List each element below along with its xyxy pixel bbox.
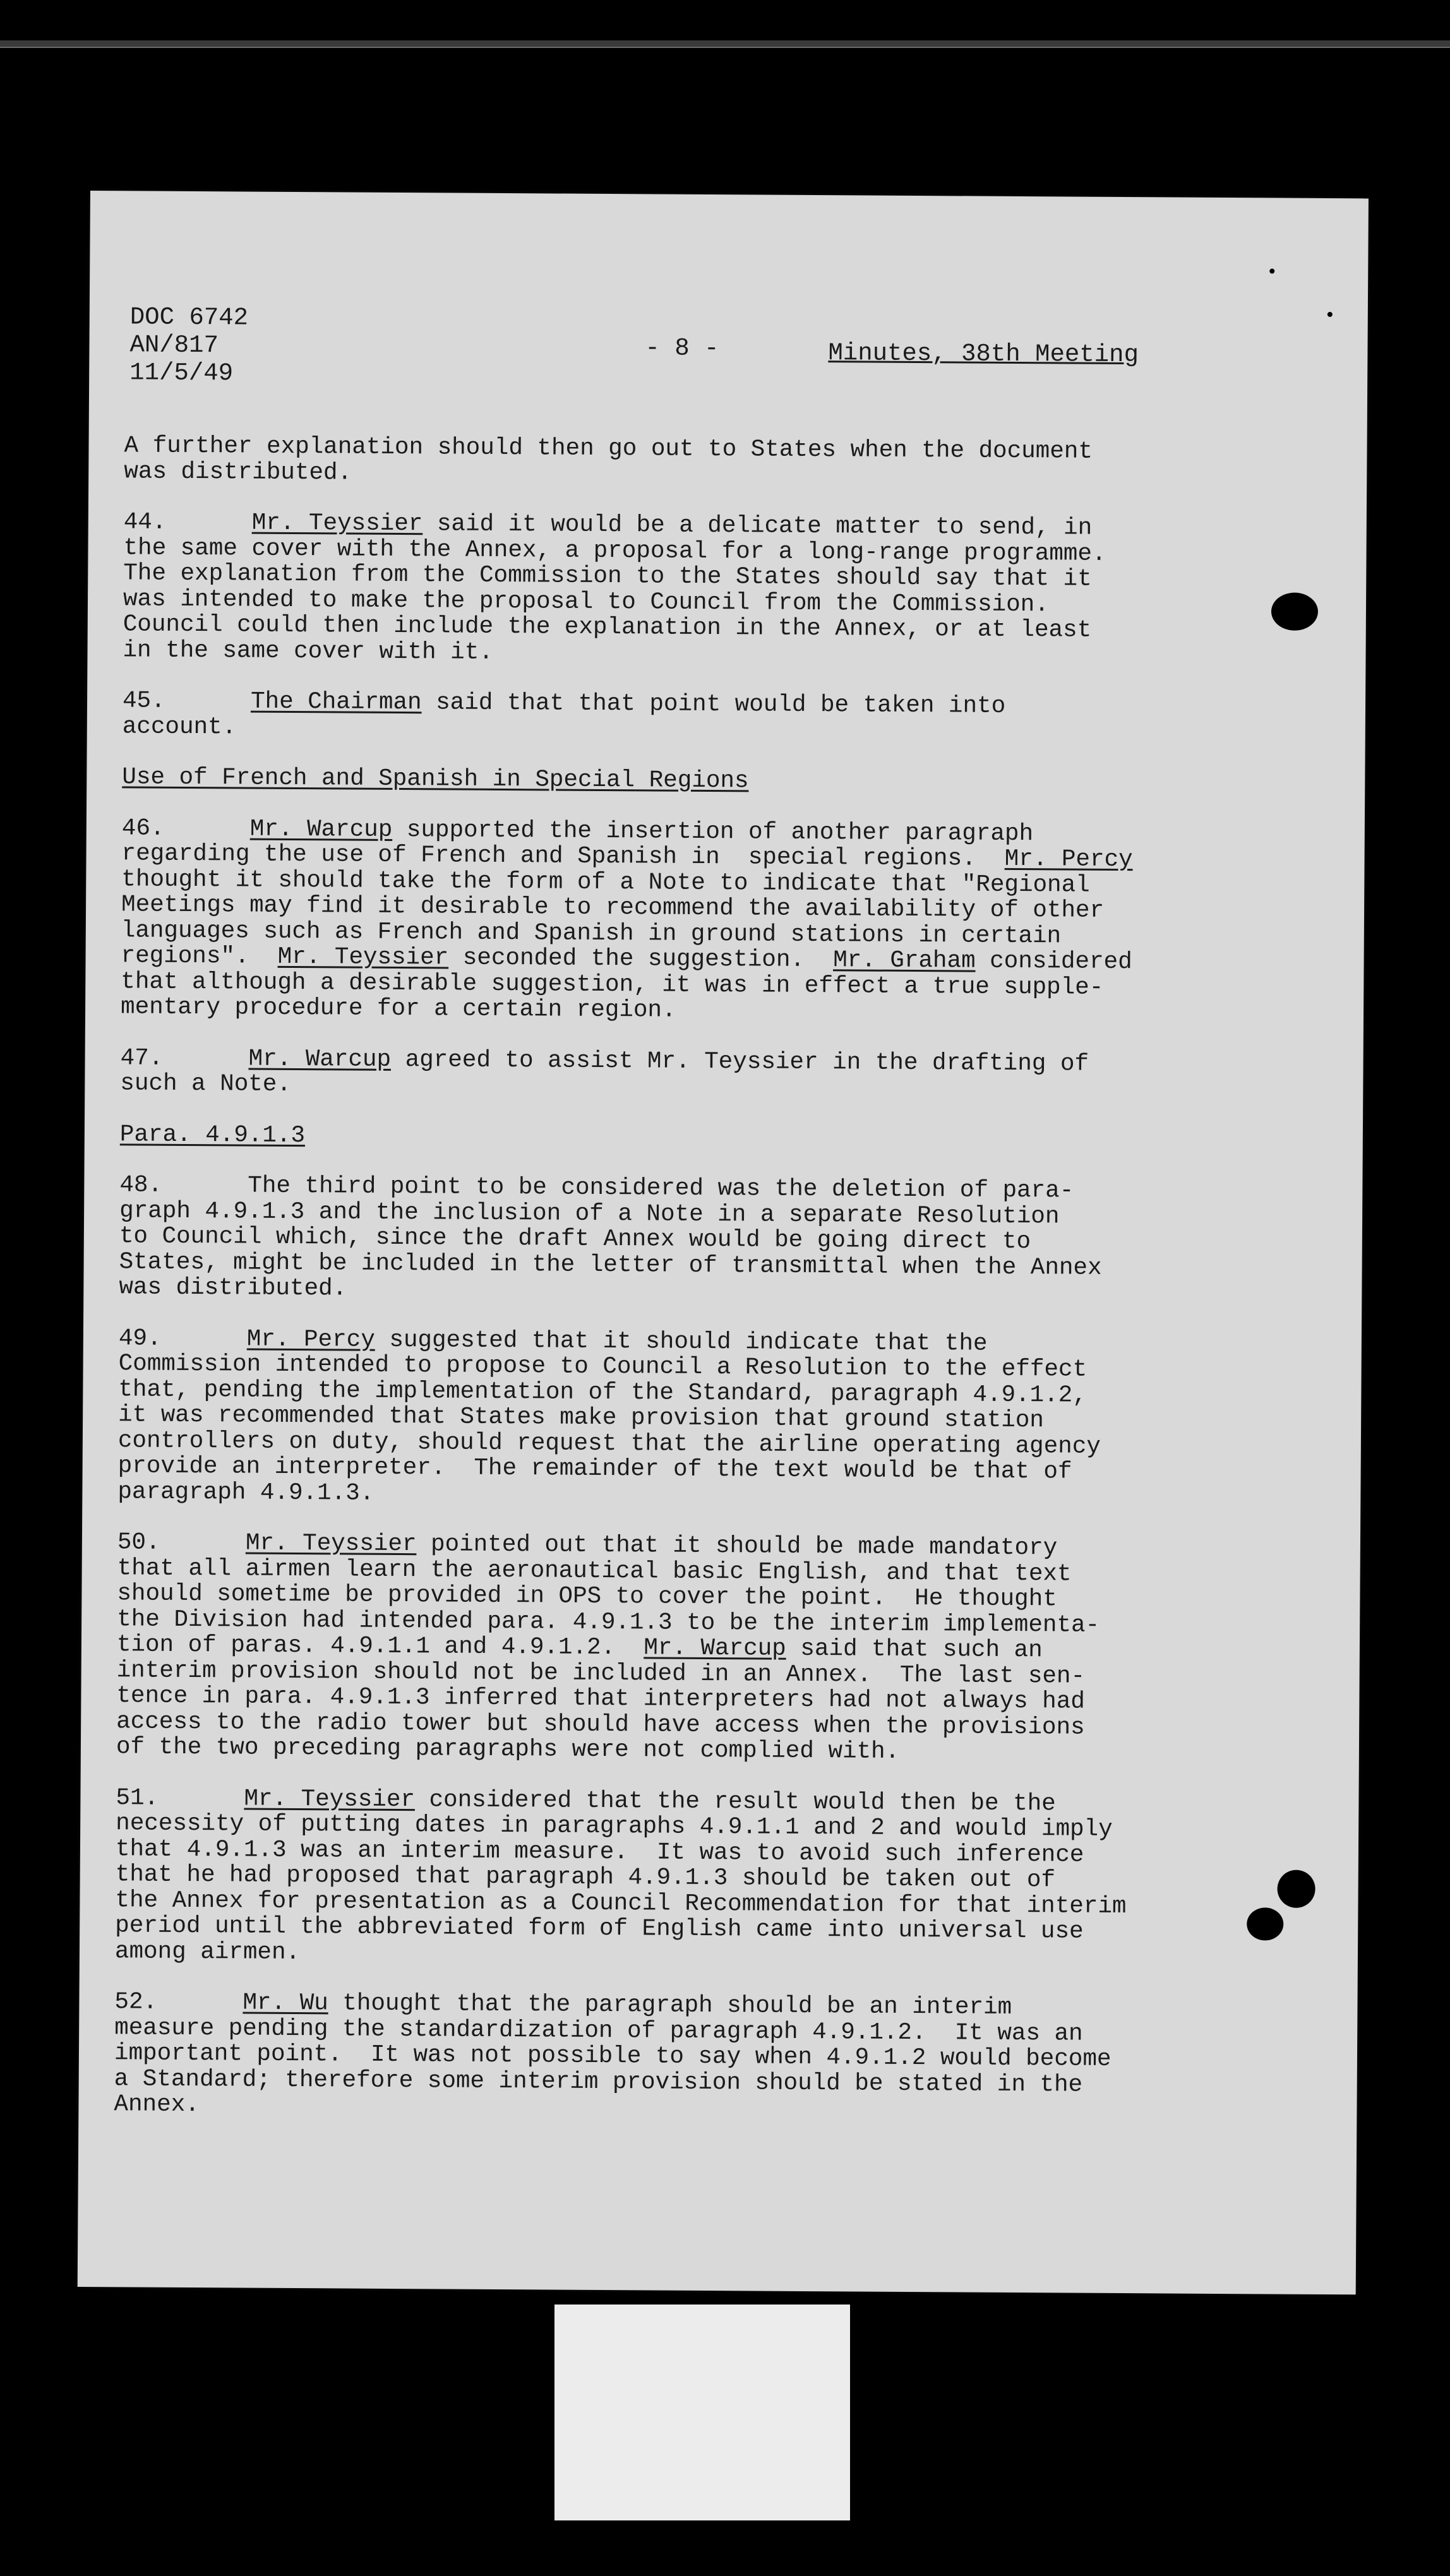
first-line-text: considered that the result would then be the [414, 1786, 1056, 1817]
text-line: period until the abbreviated form of English came into universal use [115, 1912, 1084, 1945]
text-line: tence in para. 4.9.1.3 inferred that interpreters had not always had [116, 1683, 1085, 1715]
first-line-text: pointed out that it should be made mandatory [416, 1531, 1058, 1562]
text-line: that although a desirable suggestion, it was in effect a true supple- [121, 968, 1104, 1001]
text-line: regions". Mr. Teyssier seconded the suggestion. Mr. Graham considered [121, 943, 1132, 976]
speaker-name: Mr. Teyssier [251, 510, 423, 538]
minutes-paragraph [115, 1786, 1316, 1972]
minutes-body [114, 433, 1324, 2150]
text-line: measure pending the standardization of paragraph 4.9.1.2. It was an [114, 2014, 1083, 2048]
speck-right [1327, 312, 1333, 317]
minutes-paragraph [119, 1172, 1319, 1308]
first-line-text: The third point to be considered was the deletion of para- [248, 1172, 1074, 1205]
minutes-paragraph [116, 1530, 1317, 1767]
text-line: the Annex for presentation as a Council Recommendation for that interim [115, 1887, 1127, 1920]
minutes-paragraph [123, 510, 1323, 671]
text-line: interim provision should not be included in an Annex. The last sen- [116, 1657, 1086, 1690]
text-line: access to the radio tower but should have access when the provisions [116, 1708, 1085, 1741]
minutes-paragraph [117, 1326, 1319, 1512]
text-line: necessity of putting dates in paragraphs 4.9.1.1 and 2 and would imply [116, 1810, 1113, 1843]
page-number: - 8 - [645, 334, 719, 363]
minutes-paragraph [121, 816, 1322, 1028]
first-line-text: said it would be a delicate matter to send, in [422, 511, 1093, 542]
paragraph-number: 46. [121, 814, 165, 842]
text-line: that 4.9.1.3 was an interim measure. It was to avoid such inference [115, 1835, 1084, 1869]
text-line: account. [122, 713, 237, 741]
paragraph-number: 51. [116, 1784, 159, 1812]
text-line: Commission intended to propose to Council a Resolution to the effect [118, 1351, 1088, 1383]
doc-date: 11/5/49 [129, 359, 234, 388]
text-line: A further explanation should then go out to States when the document [124, 432, 1093, 465]
document-page [78, 191, 1369, 2294]
text-line: that all airmen learn the aeronautical basic English, and that text [117, 1554, 1072, 1588]
blank-card [554, 2305, 850, 2520]
text-line: States, might be included in the letter of transmittal when the Annex [119, 1248, 1102, 1282]
text-line: was intended to make the proposal to Council from the Commission. [123, 585, 1049, 618]
page-title: Minutes, 38th Meeting [828, 339, 1139, 369]
minutes-paragraph [114, 1989, 1314, 2125]
first-line-text: said that that point would be taken into [421, 689, 1006, 720]
first-line-text: suggested that it should indicate that the [374, 1327, 988, 1357]
text-line: was distributed. [124, 458, 352, 487]
text-line: languages such as French and Spanish in ground stations in certain [121, 917, 1062, 950]
punch-hole-bottom [1277, 1870, 1315, 1908]
text-line: was distributed. [119, 1274, 347, 1303]
text-line: provide an interpreter. The remainder of the text would be that of [117, 1453, 1072, 1486]
text-line: of the two preceding paragraphs were not complied with. [116, 1734, 900, 1765]
text-line: such a Note. [120, 1070, 292, 1098]
first-line-text: supported the insertion of another paragraph [392, 816, 1034, 847]
text-line: among airmen. [114, 1938, 301, 1966]
paragraph-number: 47. [120, 1044, 164, 1072]
text-line: mentary procedure for a certain region. [120, 994, 676, 1024]
speaker-name: Mr. Warcup [644, 1635, 786, 1662]
speaker-name: Mr. Teyssier [277, 943, 449, 972]
section-heading: Para. 4.9.1.3 [119, 1121, 306, 1149]
minutes-paragraph [123, 688, 1322, 747]
punch-hole-top [1271, 592, 1318, 630]
paragraph-number: 45. [122, 688, 165, 715]
speck-top [1269, 268, 1274, 273]
first-line-text: agreed to assist Mr. Teyssier in the drafting of [390, 1046, 1089, 1078]
speaker-name: Mr. Percy [246, 1326, 375, 1354]
text-line: graph 4.9.1.3 and the inclusion of a Note in a separate Resolution [119, 1197, 1060, 1230]
paragraph-number: 50. [117, 1529, 160, 1556]
speaker-name: Mr. Wu [243, 1989, 328, 2017]
paragraph-number: 52. [114, 1989, 158, 2016]
document-reference [129, 303, 248, 387]
speaker-name: The Chairman [250, 688, 422, 717]
text-line: in the same cover with it. [123, 636, 494, 666]
text-line: should sometime be provided in OPS to cover the point. He thought [117, 1580, 1057, 1613]
text-line: it was recommended that States make provision that ground station [118, 1402, 1045, 1434]
speaker-name: Mr. Percy [1004, 845, 1133, 874]
text-line: Meetings may find it desirable to recommend the availability of other [121, 891, 1105, 924]
speaker-name: Mr. Teyssier [245, 1530, 417, 1558]
section-heading: Use of French and Spanish in Special Regions [122, 764, 749, 795]
doc-number: DOC 6742 [129, 303, 249, 332]
text-line: a Standard; therefore some interim provision should be stated in the [114, 2065, 1083, 2099]
text-line: controllers on duty, should request that the airline operating agency [117, 1427, 1101, 1460]
first-line-text: thought that the paragraph should be an interim [328, 1990, 1012, 2021]
text-line: thought it should take the form of a Note to indicate that "Regional [121, 866, 1090, 899]
text-line: the Division had intended para. 4.9.1.3 to be the interim implementa- [117, 1606, 1100, 1639]
text-line: the same cover with the Annex, a proposal for a long-range programme. [123, 534, 1106, 568]
text-line: Council could then include the explanation in the Annex, or at least [123, 611, 1092, 644]
text-line: important point. It was not possible to say when 4.9.1.2 would become [114, 2040, 1111, 2073]
minutes-paragraph [120, 1046, 1320, 1104]
punch-hole-bottom-small [1247, 1907, 1283, 1940]
text-line: The explanation from the Commission to the States should say that it [123, 560, 1092, 593]
text-line: regarding the use of French and Spanish in special regions. Mr. Percy [121, 840, 1133, 874]
text-line: tion of paras. 4.9.1.1 and 4.9.1.2. Mr. Warcup said that such an [116, 1631, 1043, 1664]
text-line: Annex. [114, 2091, 200, 2119]
paragraph-number: 49. [118, 1325, 162, 1352]
paragraph-number: 48. [119, 1172, 163, 1199]
paragraph-number: 44. [123, 509, 167, 536]
text-line: paragraph 4.9.1.3. [117, 1478, 374, 1507]
speaker-name: Mr. Teyssier [244, 1786, 416, 1813]
text-line: that he had proposed that paragraph 4.9.1.3 should be taken out of [115, 1861, 1056, 1894]
speaker-name: Mr. Warcup [249, 816, 393, 844]
scanner-edge [0, 40, 1450, 48]
minutes-paragraph [124, 433, 1324, 492]
speaker-name: Mr. Graham [832, 947, 976, 975]
text-line: that, pending the implementation of the Standard, paragraph 4.9.1.2, [118, 1376, 1087, 1409]
text-line: to Council which, since the draft Annex would be going direct to [119, 1223, 1031, 1256]
speaker-name: Mr. Warcup [248, 1046, 392, 1073]
an-number: AN/817 [129, 331, 219, 360]
